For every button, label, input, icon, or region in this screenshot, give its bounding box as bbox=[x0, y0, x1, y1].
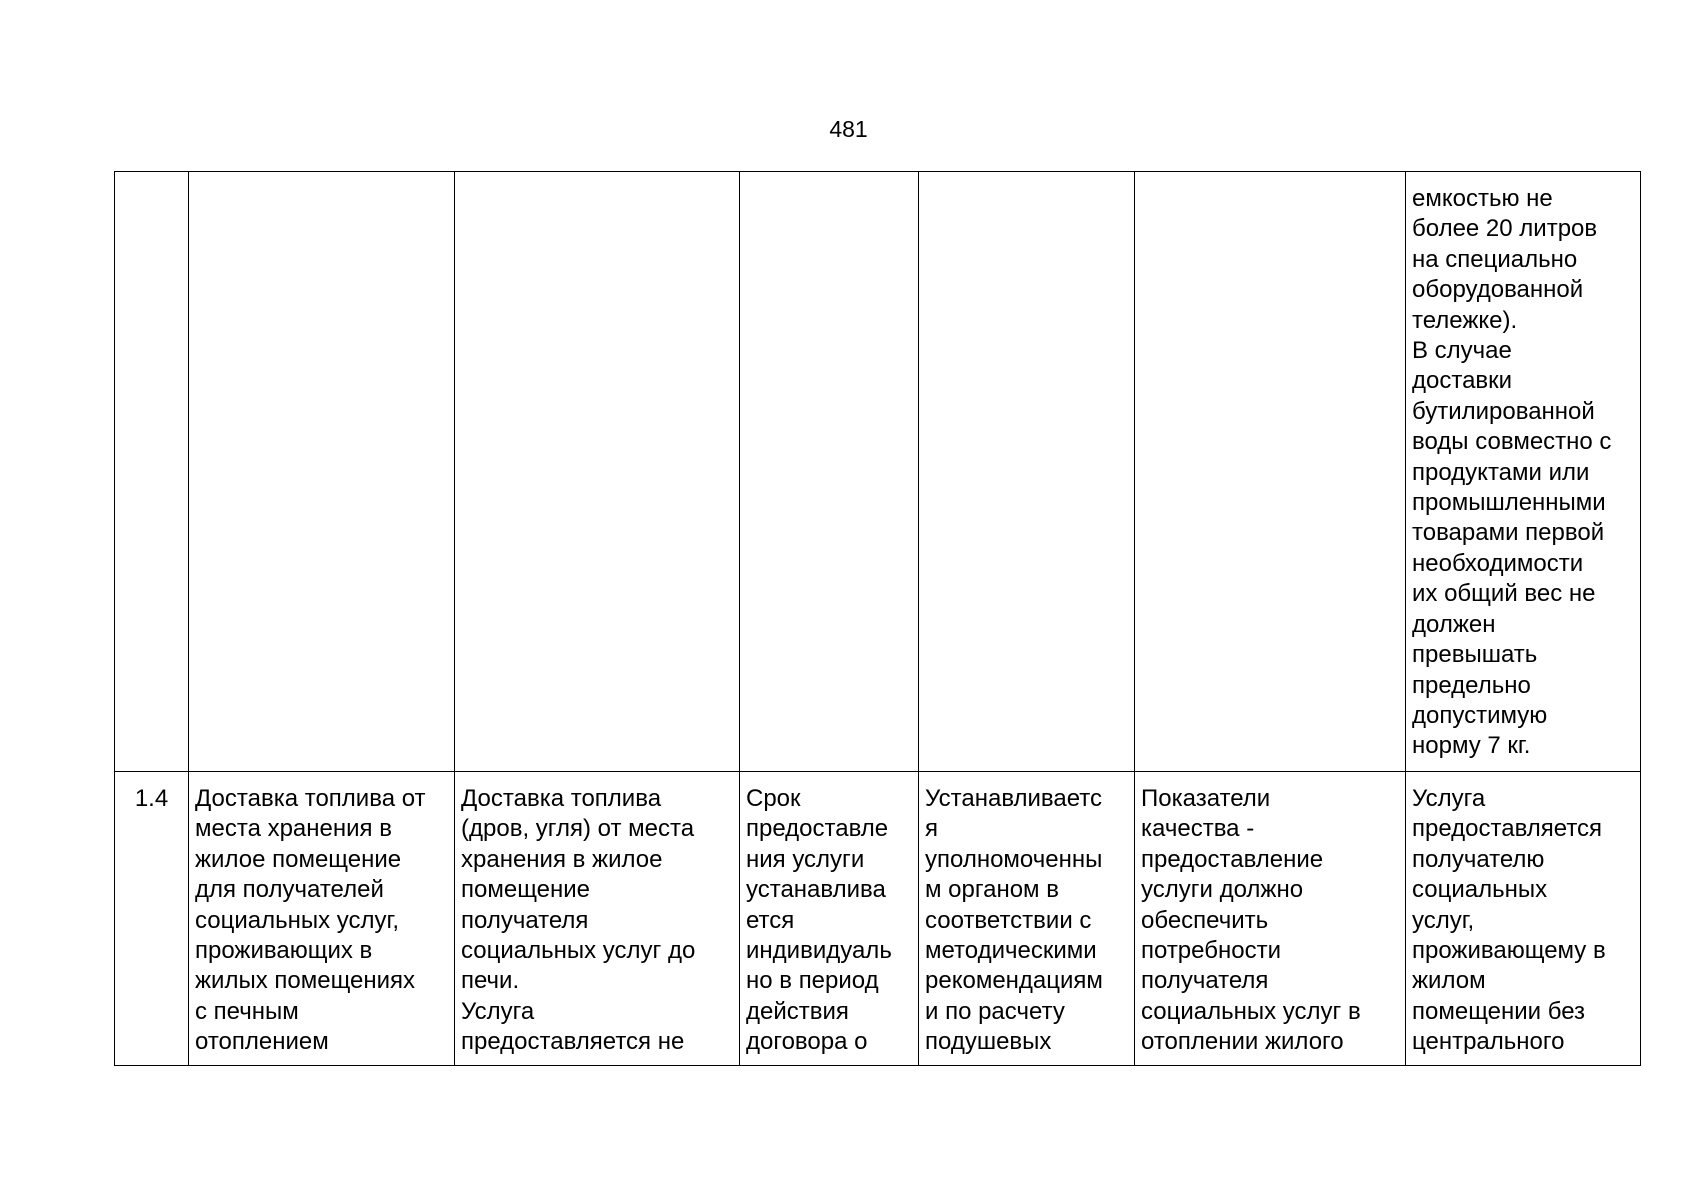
cell-service-description bbox=[455, 172, 740, 772]
cell-service-quality: Показатели качества - предоставление услуги должно обеспечить потребности получателя социальных услуг в отоплении жилого bbox=[1135, 772, 1406, 1066]
table-row bbox=[115, 772, 1641, 1066]
cell-number bbox=[115, 172, 189, 772]
cell-service-norm: Устанавливаетс я уполномоченны м органом в соответствии с методическими рекомендациям и по расчету подушевых bbox=[919, 772, 1135, 1066]
cell-service-term bbox=[740, 172, 919, 772]
cell-service-norm bbox=[919, 172, 1135, 772]
table-row bbox=[115, 172, 1641, 772]
services-table bbox=[114, 171, 1641, 1066]
cell-service-quality bbox=[1135, 172, 1406, 772]
page-number: 481 bbox=[829, 116, 868, 142]
cell-service-description: Доставка топлива (дров, угля) от места хранения в жилое помещение получателя социальных услуг до печи. Услуга предоставляется не bbox=[455, 772, 740, 1066]
cell-service-term: Срок предоставле ния услуги устанавлива ется индивидуаль но в период действия договора о bbox=[740, 772, 919, 1066]
cell-number: 1.4 bbox=[115, 772, 189, 1066]
cell-service-name bbox=[189, 172, 455, 772]
cell-service-conditions: емкостью не более 20 литров на специально оборудованной тележке). В случае доставки бутилированной воды совместно с продуктами или промышленными товарами первой необходимости их общий вес не должен превышать предельно допустимую норму 7 кг. bbox=[1406, 172, 1641, 772]
cell-service-conditions: Услуга предоставляется получателю социальных услуг, проживающему в жилом помещении без центрального bbox=[1406, 772, 1641, 1066]
cell-service-name: Доставка топлива от места хранения в жилое помещение для получателей социальных услуг, проживающих в жилых помещениях с печным отоплением bbox=[189, 772, 455, 1066]
